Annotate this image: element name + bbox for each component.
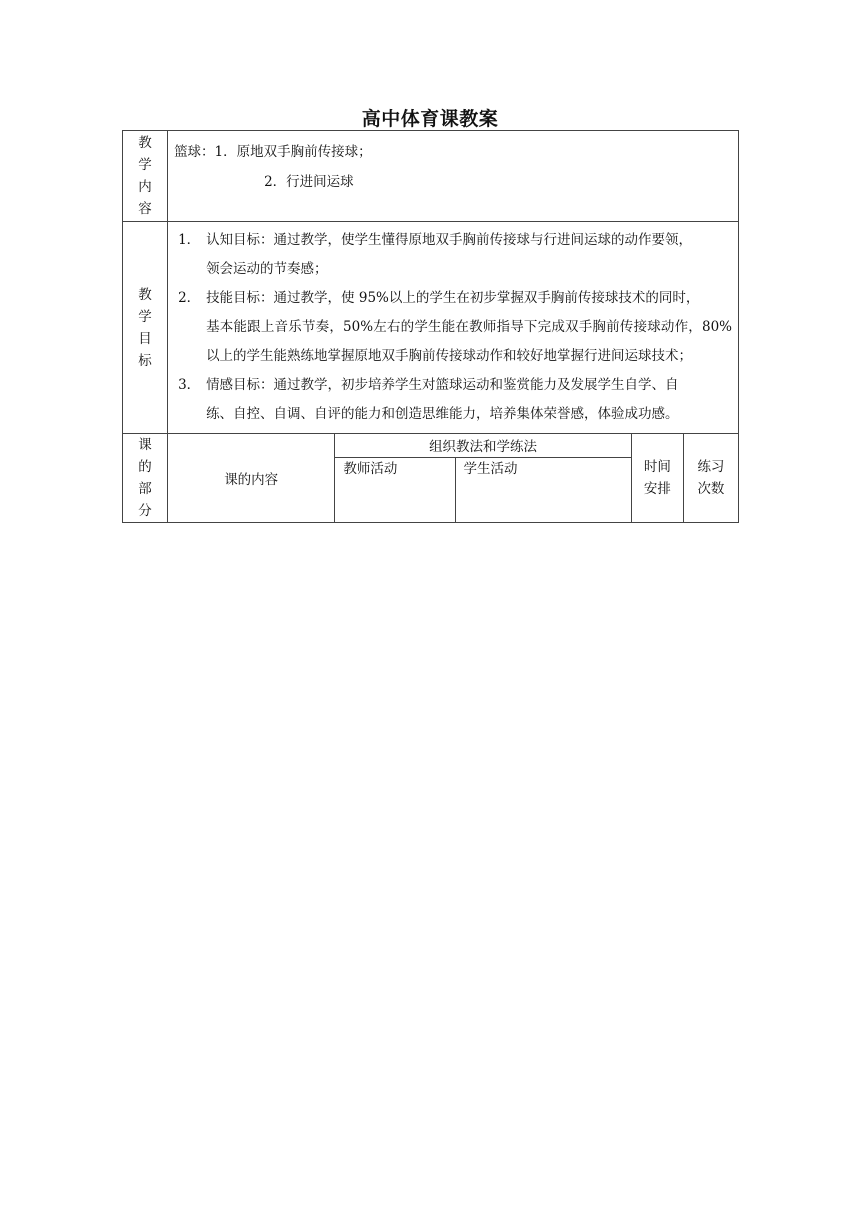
goals-label: 教 学 目 标	[123, 222, 168, 434]
part-label: 课 的 部 分	[123, 434, 168, 523]
content-label: 教 学 内 容	[123, 131, 168, 222]
teacher-activity-header: 教师活动	[335, 457, 455, 522]
page-title: 高中体育课教案	[361, 108, 499, 130]
goals-cell	[168, 222, 739, 434]
lesson-plan-table	[122, 130, 739, 523]
part-header-row	[123, 434, 739, 458]
goal-item: 3． 情感目标：通过教学，初步培养学生对篮球运动和鉴赏能力及发展学生自学、自 练、自控、自调、自评的能力和创造思维能力，培养集体荣誉感，体验成功感。	[178, 377, 679, 422]
lesson-content-header: 课的内容	[168, 434, 335, 523]
goal-item: 1． 认知目标：通过教学，使学生懂得原地双手胸前传接球与行进间运球的动作要领， 领会运动的节奏感；	[178, 232, 693, 277]
goals-row	[123, 222, 739, 434]
methods-header: 组织教法和学练法	[335, 434, 631, 458]
time-header: 时间 安排	[631, 434, 683, 523]
student-activity-header: 学生活动	[455, 457, 631, 522]
practice-header: 练习 次数	[683, 434, 738, 523]
goal-item: 2． 技能目标：通过教学，使 95%以上的学生在初步掌握双手胸前传接球技术的同时， 基本能跟上音乐节奏，50%左右的学生能在教师指导下完成双手胸前传接球动作，80%以上的学生能熟练地掌握原地双手胸前传接球动作和较好地掌握行进间运球技术；	[178, 290, 732, 364]
content-line-1: 篮球：1．原地双手胸前传接球；	[174, 144, 372, 160]
content-row	[123, 131, 739, 222]
content-line-2: 2．行进间运球	[264, 174, 354, 190]
content-cell	[168, 131, 739, 222]
